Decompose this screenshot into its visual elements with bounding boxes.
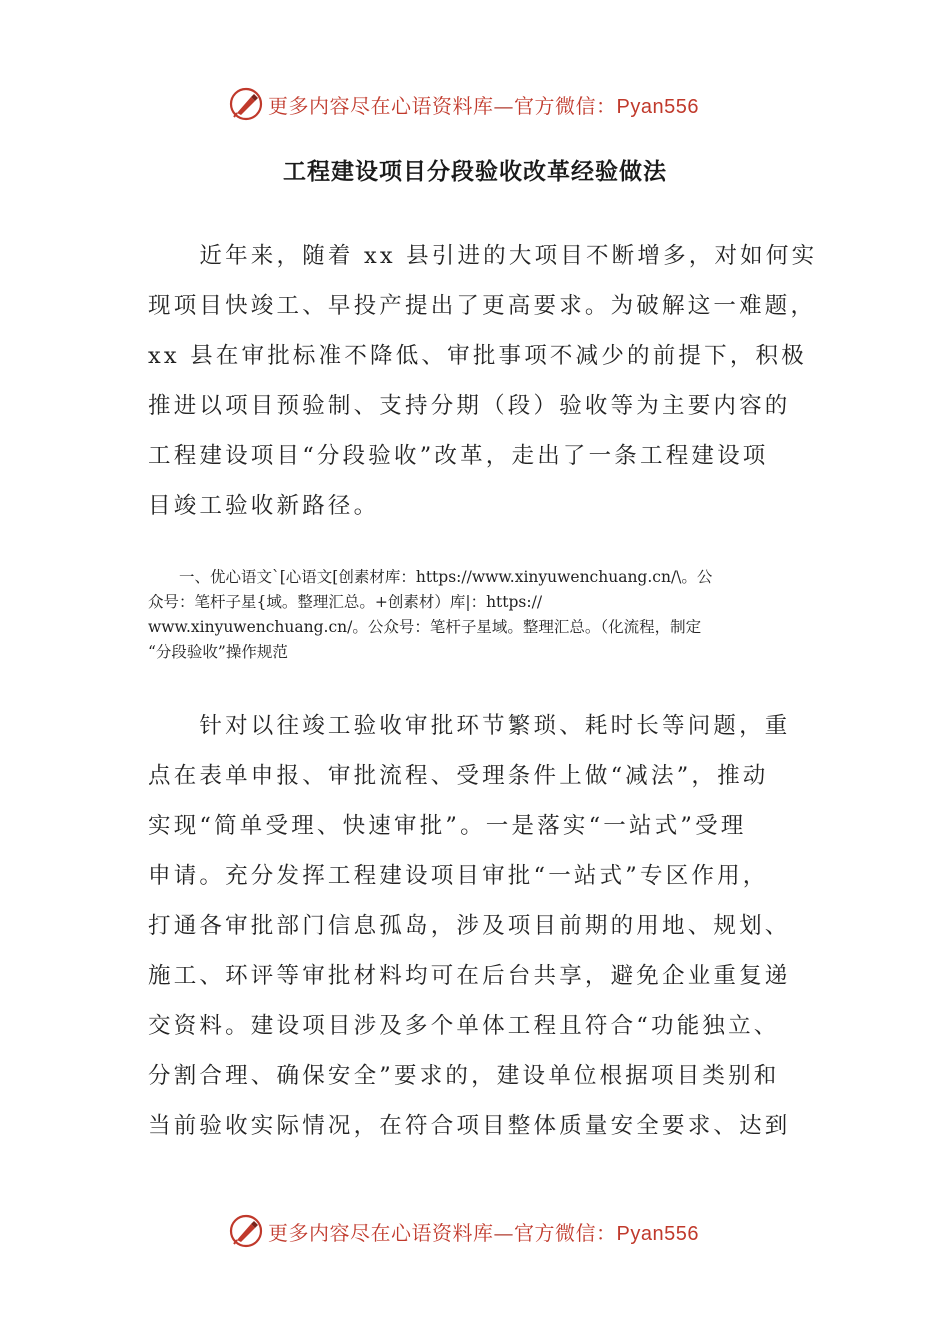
note-line: “分段验收”操作规范 bbox=[148, 643, 288, 661]
note-line: 一、优心语文`[心语文[创素材库：https://www.xinyuwenchuang.cn/\。公 bbox=[148, 568, 713, 586]
pen-nib-logo-icon bbox=[228, 86, 264, 122]
document-title: 工程建设项目分段验收改革经验做法 bbox=[283, 158, 667, 185]
text-line: 实现“简单受理、快速审批”。一是落实“一站式”受理 bbox=[148, 813, 747, 839]
section-heading-note bbox=[148, 565, 798, 665]
text-line: 施工、环评等审批材料均可在后台共享，避免企业重复递 bbox=[148, 963, 791, 989]
text-line: 工程建设项目“分段验收”改革，走出了一条工程建设项 bbox=[148, 443, 769, 469]
text-line: 打通各审批部门信息孤岛，涉及项目前期的用地、规划、 bbox=[148, 913, 791, 939]
watermark-text: 更多内容尽在心语资料库—官方微信：Pyan556 bbox=[268, 93, 699, 118]
text-line: 目竣工验收新路径。 bbox=[148, 493, 380, 519]
text-line: 近年来，随着 xx 县引进的大项目不断增多，对如何实 bbox=[148, 243, 818, 269]
text-line: 交资料。建设项目涉及多个单体工程且符合“功能独立、 bbox=[148, 1013, 780, 1039]
text-line: 现项目快竣工、早投产提出了更高要求。为破解这一难题， bbox=[148, 293, 817, 319]
note-line: www.xinyuwenchuang.cn/。公众号：笔杆子星域。整理汇总。（化流程，制定 bbox=[148, 618, 702, 636]
note-line: 众号：笔杆子星{域。整理汇总。+创素材）库|：https:// bbox=[148, 593, 543, 611]
text-line: 分割合理、确保安全”要求的，建设单位根据项目类别和 bbox=[148, 1063, 780, 1089]
text-line: 当前验收实际情况，在符合项目整体质量安全要求、达到 bbox=[148, 1113, 791, 1139]
text-line: 推进以项目预验制、支持分期（段）验收等为主要内容的 bbox=[148, 393, 791, 419]
watermark-text: 更多内容尽在心语资料库—官方微信：Pyan556 bbox=[268, 1220, 699, 1245]
footer-watermark bbox=[228, 1211, 699, 1251]
text-line: 针对以往竣工验收审批环节繁琐、耗时长等问题，重 bbox=[148, 713, 791, 739]
text-line: xx 县在审批标准不降低、审批事项不减少的前提下，积极 bbox=[148, 343, 807, 369]
text-line: 申请。充分发挥工程建设项目审批“一站式”专区作用， bbox=[148, 863, 769, 889]
paragraph-intro bbox=[148, 231, 818, 531]
paragraph-measures bbox=[148, 701, 798, 1151]
text-line: 点在表单申报、审批流程、受理条件上做“减法”，推动 bbox=[148, 763, 769, 789]
header-watermark bbox=[228, 84, 699, 124]
pen-nib-logo-icon bbox=[228, 1213, 264, 1249]
